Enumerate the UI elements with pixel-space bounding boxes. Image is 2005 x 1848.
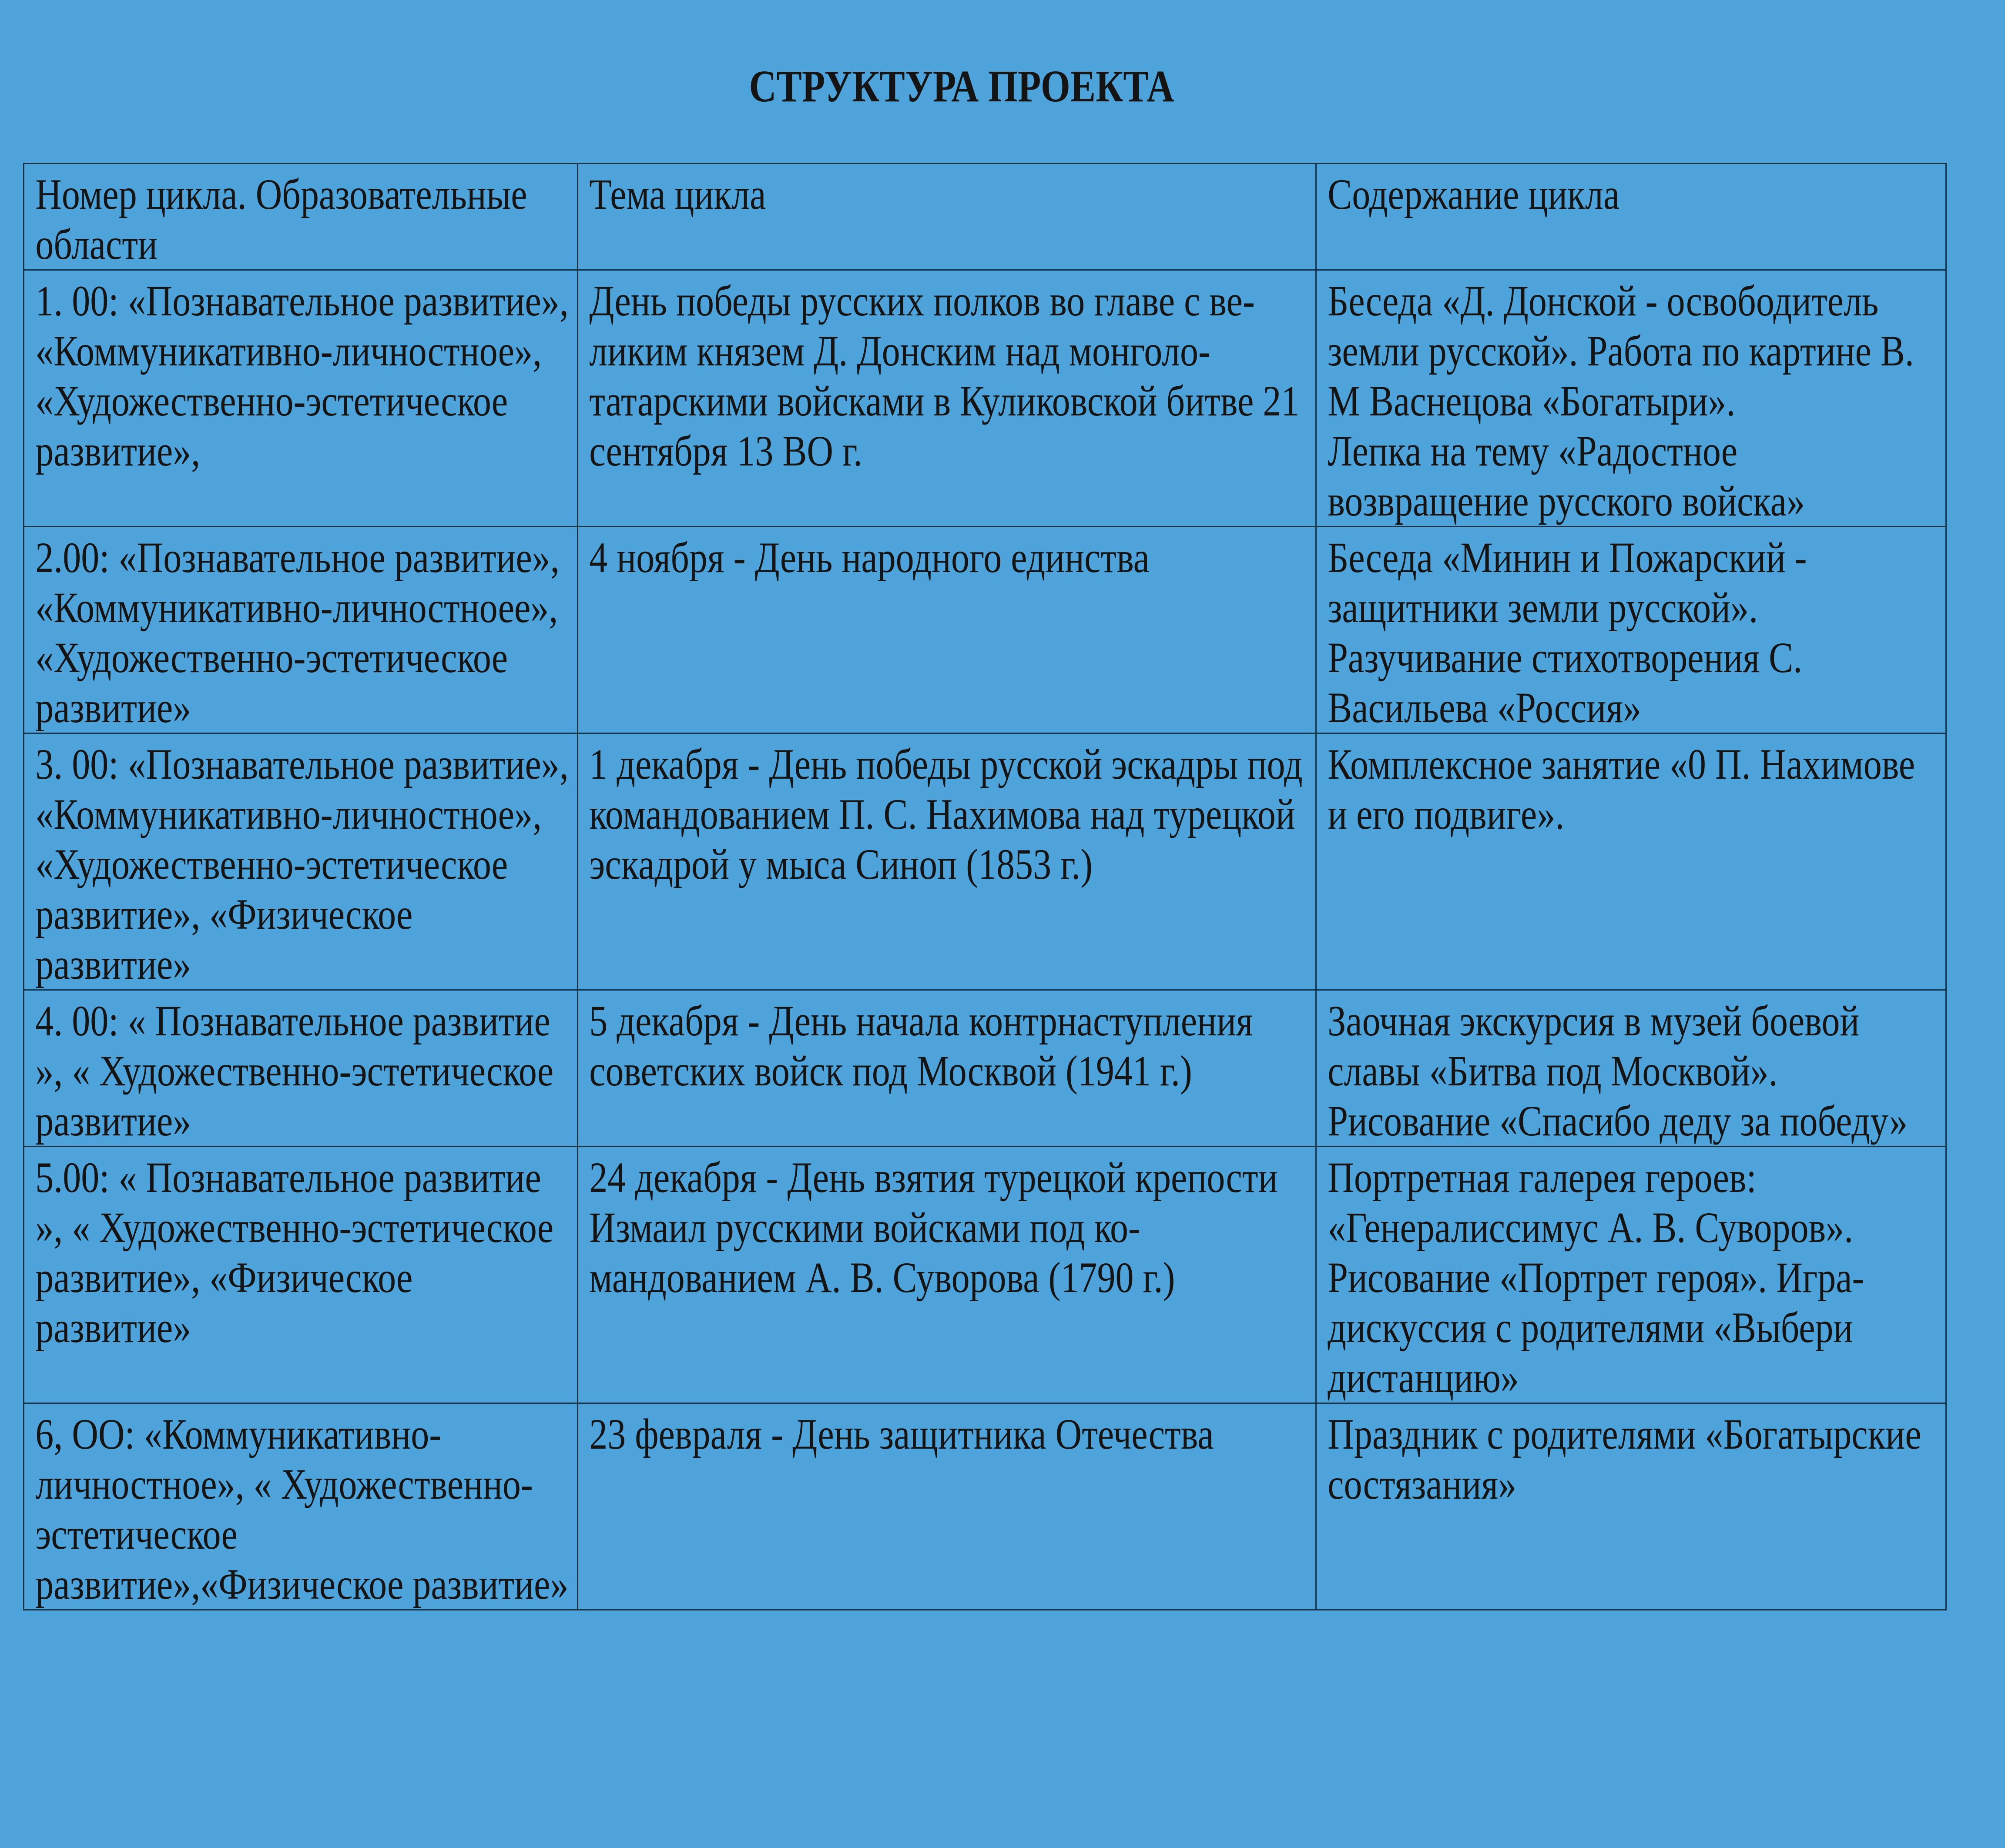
- cell-text: 5 декабря - День начала контрнаступления советских войск под Москвой (1941 г.): [589, 997, 1253, 1095]
- cell-text: Комплексное занятие «0 П. Нахимове и его подвиге».: [1328, 740, 1915, 838]
- cell-text: Заочная экскурсия в музей боевой славы «Битва под Москвой». Рисование «Спасибо деду за победу»: [1328, 997, 1908, 1145]
- table-cell: [1316, 270, 1946, 527]
- table-cell: [24, 527, 578, 733]
- cell-text: 4 ноября - День народного единства: [589, 533, 1150, 582]
- table-cell: [578, 990, 1316, 1147]
- table-cell: [578, 527, 1316, 733]
- header-cell-cycle-content: [1316, 164, 1946, 270]
- table-cell: [578, 1147, 1316, 1403]
- table-cell: [24, 1147, 578, 1403]
- table-cell: [1316, 527, 1946, 733]
- table-cell: [24, 270, 578, 527]
- cell-text: 4. 00: « Познавательное развитие », « Художественно-эстетическое развитие»: [35, 997, 554, 1145]
- cell-text: День победы русских полков во главе с ве- ликим князем Д. Донским над монголо- татарскими войсками в Куликовской битве 21 сентября 13 ВО г.: [589, 277, 1300, 475]
- table-row: [24, 270, 1946, 527]
- project-structure-table: [23, 163, 1947, 1610]
- table-cell: [24, 1403, 578, 1610]
- cell-text: Портретная галерея героев: «Генералиссимус А. В. Суворов». Рисование «Портрет героя». Игра- дискуссия с родителями «Выбери дистанцию»: [1328, 1153, 1864, 1402]
- table-cell: [578, 733, 1316, 990]
- table-cell: [578, 270, 1316, 527]
- table-row: [24, 1147, 1946, 1403]
- cell-text: Праздник с родителями «Богатырские состязания»: [1328, 1410, 1921, 1508]
- cell-text: 23 февраля - День защитника Отечества: [589, 1410, 1214, 1458]
- table-row: [24, 733, 1946, 990]
- table-cell: [24, 733, 578, 990]
- table-cell: [1316, 1147, 1946, 1403]
- cell-text: Беседа «Д. Донской - освободитель земли русской». Работа по картине В. М Васнецова «Богатыри». Лепка на тему «Радостное возвращение русского войска»: [1328, 277, 1914, 525]
- cell-text: 1 декабря - День победы русской эскадры под командованием П. С. Нахимова над турецкой эскадрой у мыса Синоп (1853 г.): [589, 740, 1303, 888]
- page-title: СТРУКТУРА ПРОЕКТА: [749, 61, 1174, 111]
- table-row: [24, 990, 1946, 1147]
- table-cell: [1316, 733, 1946, 990]
- cell-text: 3. 00: «Познавательное развитие», «Коммуникативно-личностное», «Художественно-эстетическое развитие», «Физическое развитие»: [35, 740, 569, 988]
- header-label: Содержание цикла: [1328, 170, 1620, 218]
- table-cell: [24, 990, 578, 1147]
- table-cell: [578, 1403, 1316, 1610]
- table-header-row: [24, 164, 1946, 270]
- table-cell: [1316, 990, 1946, 1147]
- cell-text: Беседа «Минин и Пожарский - защитники земли русской». Разучивание стихотворения С. Васильева «Россия»: [1328, 533, 1807, 732]
- header-cell-cycle-theme: [578, 164, 1316, 270]
- cell-text: 6, ОО: «Коммуникативно- личностное», « Художественно- эстетическое развитие»,«Физическое развитие»: [35, 1410, 569, 1608]
- cell-text: 24 декабря - День взятия турецкой крепости Измаил русскими войсками под ко- мандованием А. В. Суворова (1790 г.): [589, 1153, 1278, 1302]
- cell-text: 1. 00: «Познавательное развитие», «Коммуникативно-личностное», «Художественно-эстетическое развитие»,: [35, 277, 569, 475]
- cell-text: 5.00: « Познавательное развитие », « Художественно-эстетическое развитие», «Физическое развитие»: [35, 1153, 554, 1352]
- table-row: [24, 527, 1946, 733]
- header-label: Тема цикла: [589, 170, 766, 218]
- header-cell-cycle-number: [24, 164, 578, 270]
- header-label: Номер цикла. Образовательные области: [35, 170, 527, 268]
- table-cell: [1316, 1403, 1946, 1610]
- cell-text: 2.00: «Познавательное развитие», «Коммуникативно-личностноее», «Художественно-эстетическое развитие»: [35, 533, 560, 732]
- table-row: [24, 1403, 1946, 1610]
